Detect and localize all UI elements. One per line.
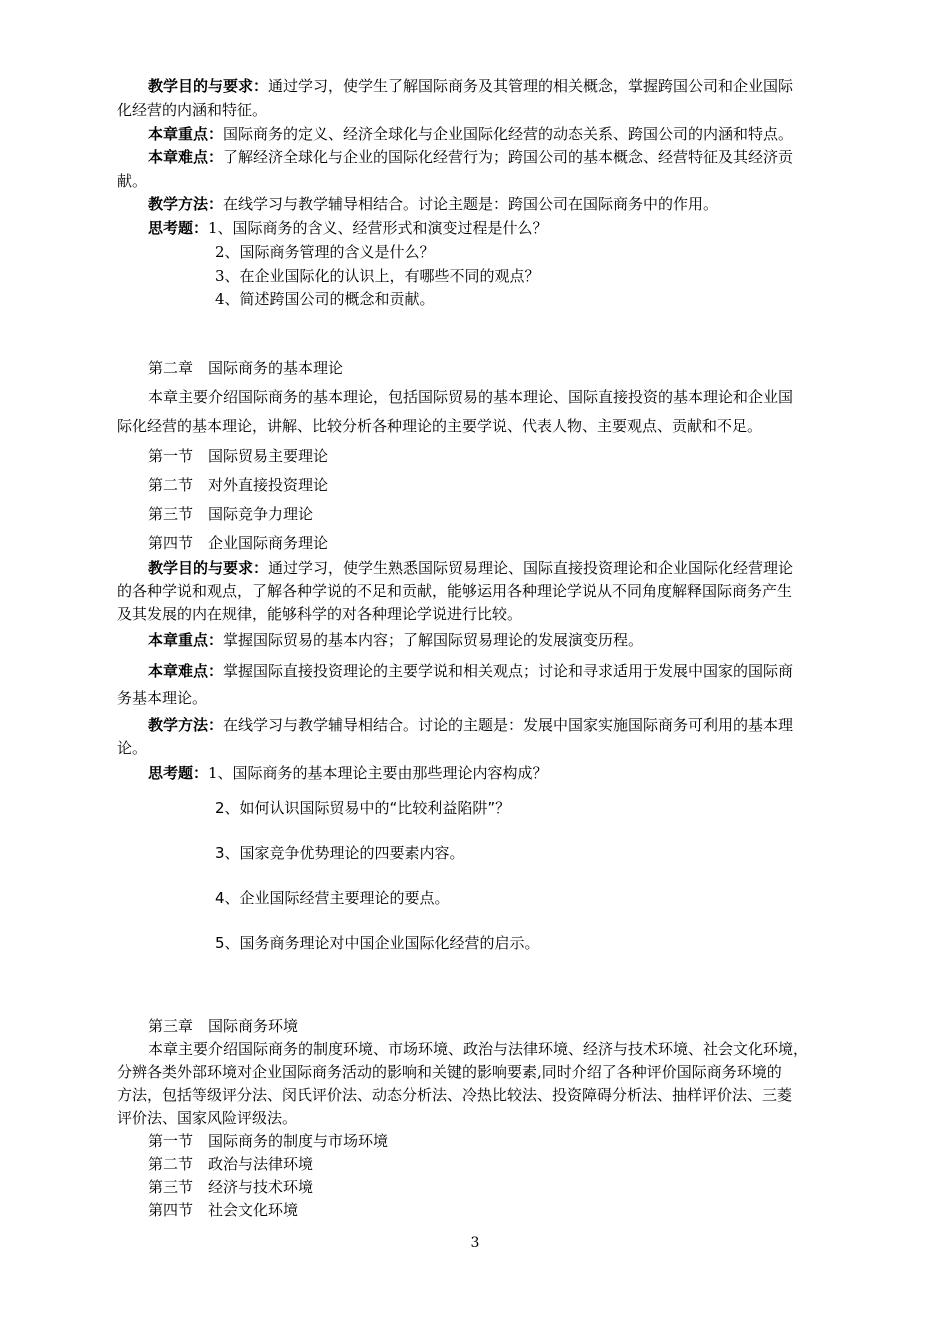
ch2-question-label: 思考题： [148, 764, 209, 782]
ch1-key-label: 本章重点： [148, 125, 224, 143]
ch3-intro-line4: 评价法、国家风险评级法。 [117, 1109, 298, 1127]
ch2-intro-line1: 本章主要介绍国际商务的基本理论，包括国际贸易的基本理论、国际直接投资的基本理论和企业国 [148, 388, 794, 406]
ch2-method-text: 在线学习与教学辅导相结合。讨论的主题是：发展中国家实施国际商务可利用的基本理 [223, 716, 794, 734]
ch1-goal-cont: 化经营的内涵和特征。 [117, 101, 268, 119]
ch1-diff-text: 了解经济全球化与企业的国际化经营行为；跨国公司的基本概念、经营特征及其经济贡 [223, 148, 794, 166]
ch1-goal-text: 通过学习，使学生了解国际商务及其管理的相关概念，掌握跨国公司和企业国际 [268, 77, 794, 95]
ch2-method-label: 教学方法： [148, 716, 224, 734]
ch1-method-label: 教学方法： [148, 195, 224, 213]
ch1-question-4: 4、简述跨国公司的概念和贡献。 [215, 290, 435, 308]
ch2-diff-cont: 务基本理论。 [117, 689, 208, 707]
ch1-question-1: 1、国际商务的含义、经营形式和演变过程是什么？ [208, 219, 548, 237]
ch2-key-label: 本章重点： [148, 631, 224, 649]
ch1-diff-cont: 献。 [117, 172, 148, 190]
ch2-diff-line [148, 661, 793, 681]
ch1-question-2: 2、国际商务管理的含义是什么？ [215, 243, 435, 261]
ch3-section-1: 第一节 国际商务的制度与市场环境 [148, 1132, 389, 1150]
ch3-intro-line3: 方法，包括等级评分法、闵氏评价法、动态分析法、冷热比较法、投资障碍分析法、抽样评价法、三菱 [117, 1086, 793, 1104]
ch3-section-2: 第二节 政治与法律环境 [148, 1155, 314, 1173]
ch2-question-1: 1、国际商务的基本理论主要由那些理论内容构成？ [208, 764, 548, 782]
ch2-title: 第二章 国际商务的基本理论 [148, 359, 344, 377]
ch3-intro-line1: 本章主要介绍国际商务的制度环境、市场环境、政治与法律环境、经济与技术环境、社会文化环境， [148, 1040, 809, 1058]
ch2-method-line [148, 715, 793, 735]
ch2-section-1: 第一节 国际贸易主要理论 [148, 447, 329, 465]
ch2-key-line [148, 630, 643, 650]
ch1-diff-label: 本章难点： [148, 148, 224, 166]
ch1-goal-line [148, 76, 793, 96]
ch3-section-3: 第三节 经济与技术环境 [148, 1178, 314, 1196]
ch1-question-label: 思考题： [148, 219, 209, 237]
ch1-question-line [148, 218, 548, 238]
ch1-key-text: 国际商务的定义、经济全球化与企业国际化经营的动态关系、跨国公司的内涵和特点。 [223, 125, 794, 143]
ch2-question-3: 3、国家竞争优势理论的四要素内容。 [215, 844, 465, 862]
ch1-method-text: 在线学习与教学辅导相结合。讨论主题是：跨国公司在国际商务中的作用。 [223, 195, 719, 213]
ch2-method-cont: 论。 [117, 739, 148, 757]
ch2-section-2: 第二节 对外直接投资理论 [148, 476, 329, 494]
ch2-section-3: 第三节 国际竞争力理论 [148, 505, 314, 523]
ch2-goal-text: 通过学习，使学生熟悉国际贸易理论、国际直接投资理论和企业国际化经营理论 [268, 559, 794, 577]
ch2-goal-cont1: 的各种学说和观点，了解各种学说的不足和贡献，能够运用各种理论学说从不同角度解释国际商务产生 [117, 582, 793, 600]
ch2-question-4: 4、企业国际经营主要理论的要点。 [215, 889, 450, 907]
ch2-question-5: 5、国务商务理论对中国企业国际化经营的启示。 [215, 934, 540, 952]
ch2-diff-text: 掌握国际直接投资理论的主要学说和相关观点；讨论和寻求适用于发展中国家的国际商 [223, 662, 794, 680]
ch2-question-line [148, 763, 548, 783]
page-number: 3 [470, 1235, 480, 1251]
ch3-intro-line2: 分辨各类外部环境对企业国际商务活动的影响和关键的影响要素,同时介绍了各种评价国际商务环境的 [117, 1063, 782, 1081]
ch2-goal-cont2: 及其发展的内在规律，能够科学的对各种理论学说进行比较。 [117, 605, 523, 623]
ch2-question-2: 2、如何认识国际贸易中的“比较利益陷阱”？ [215, 799, 511, 817]
ch1-goal-label: 教学目的与要求： [148, 77, 269, 95]
ch2-key-text: 掌握国际贸易的基本内容；了解国际贸易理论的发展演变历程。 [223, 631, 644, 649]
ch1-key-line [148, 124, 793, 144]
ch2-goal-label: 教学目的与要求： [148, 559, 269, 577]
ch3-title: 第三章 国际商务环境 [148, 1017, 299, 1035]
ch1-question-3: 3、在企业国际化的认识上，有哪些不同的观点？ [215, 267, 540, 285]
ch1-diff-line [148, 147, 793, 167]
ch2-diff-label: 本章难点： [148, 662, 224, 680]
ch2-goal-line [148, 558, 793, 578]
ch2-intro-line2: 际化经营的基本理论，讲解、比较分析各种理论的主要学说、代表人物、主要观点、贡献和不足。 [117, 417, 763, 435]
ch2-section-4: 第四节 企业国际商务理论 [148, 534, 329, 552]
ch1-method-line [148, 194, 718, 214]
ch3-section-4: 第四节 社会文化环境 [148, 1201, 299, 1219]
